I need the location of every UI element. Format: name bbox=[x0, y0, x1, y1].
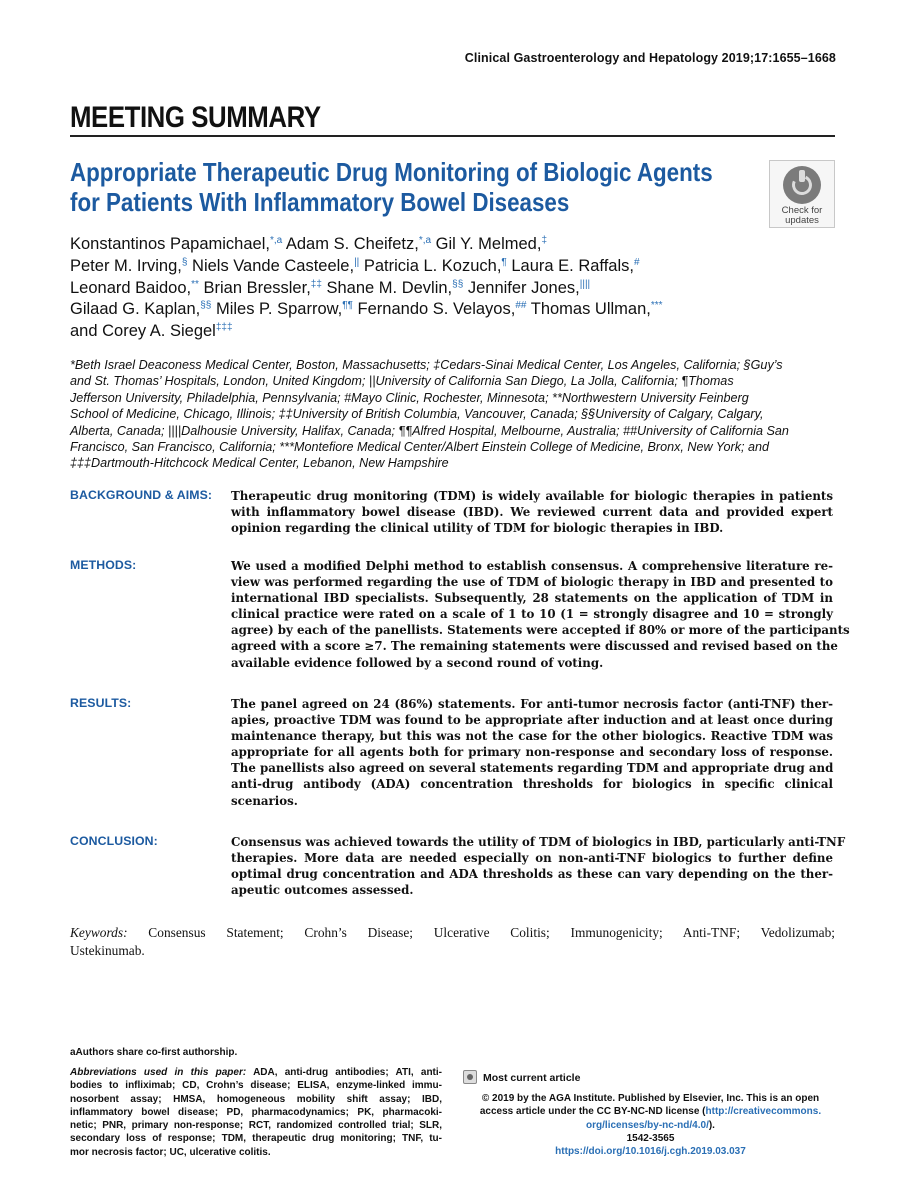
author-name: and Corey A. Siegel bbox=[70, 322, 216, 341]
author-name: Miles P. Sparrow, bbox=[211, 300, 343, 319]
affiliation-marker[interactable]: # bbox=[633, 256, 640, 268]
keywords-line bbox=[70, 924, 835, 942]
author-line bbox=[70, 234, 770, 256]
abstract-text bbox=[231, 488, 833, 536]
affiliation-marker[interactable]: |||| bbox=[579, 278, 591, 290]
affiliation-marker[interactable]: ** bbox=[191, 278, 199, 290]
abstract-line: maintenance therapy, but this was not the case for the other biologics. Reactive TDM was bbox=[231, 729, 833, 744]
affiliation-marker[interactable]: ## bbox=[515, 300, 527, 312]
author-name: Laura E. Raffals, bbox=[506, 256, 634, 275]
issn: 1542-3565 bbox=[626, 1132, 675, 1144]
affiliation-marker[interactable]: § bbox=[181, 256, 188, 268]
abstract-label: RESULTS: bbox=[70, 696, 132, 710]
doi-link[interactable]: https://doi.org/10.1016/j.cgh.2019.03.037 bbox=[555, 1146, 746, 1158]
abstract-line: clinical practice were rated on a scale of 1 to 10 (1 = strongly disagree and 10 = strongly bbox=[231, 607, 833, 622]
abstract-line: international IBD specialists. Subsequently, 28 statements on the application of TDM in bbox=[231, 591, 833, 606]
article-title-line: for Patients With Inflammatory Bowel Diseases bbox=[70, 187, 570, 217]
check-for-updates-label: Check for bbox=[781, 205, 823, 216]
abstract-line: opinion regarding the clinical utility of TDM for biologic therapies in IBD. bbox=[231, 521, 724, 536]
abstract-line: anti-drug antibody (ADA) concentration thresholds for biologics in specific clinical bbox=[231, 777, 833, 792]
author-line bbox=[70, 321, 770, 343]
abstract-label: CONCLUSION: bbox=[70, 834, 158, 848]
author-list bbox=[70, 234, 770, 343]
affiliation-line: Francisco, San Francisco, California; ***Montefiore Medical Center/Albert Einstein College of Medicine, Bronx, New York; and bbox=[70, 440, 770, 455]
abbreviations-line: secondary loss of response; TDM, therapeutic drug monitoring; TNF, tu- bbox=[70, 1133, 442, 1145]
abstract-line: Therapeutic drug monitoring (TDM) is widely available for biologic therapies in patients bbox=[231, 489, 833, 503]
abbreviations-lead: Abbreviations used in this paper: bbox=[70, 1067, 247, 1078]
abbreviations-line: mor necrosis factor; UC, ulcerative colitis. bbox=[70, 1146, 271, 1158]
most-current-label: Most current article bbox=[483, 1072, 581, 1084]
keywords-text: Consensus Statement; Crohn’s Disease; Ulcerative Colitis; Immunogenicity; Anti-TNF; Vedolizumab; bbox=[127, 925, 835, 940]
author-name: Patricia L. Kozuch, bbox=[359, 256, 502, 275]
abbreviations bbox=[70, 1066, 442, 1159]
author-line bbox=[70, 256, 770, 278]
author-name: Thomas Ullman, bbox=[526, 300, 651, 319]
abstract-line: optimal drug concentration and ADA thresholds as these can vary depending on the ther- bbox=[231, 867, 833, 882]
license-text: access article under the CC BY-NC-ND license ( bbox=[479, 1106, 706, 1118]
abstract-line: scenarios. bbox=[231, 793, 298, 808]
license-line: © 2019 by the AGA Institute. Published by Elsevier, Inc. This is an open bbox=[481, 1093, 820, 1104]
abstract-line: agreed with a score ≥7. The remaining statements were discussed and revised based on the bbox=[231, 639, 838, 654]
article-title-line: Appropriate Therapeutic Drug Monitoring of Biologic Agents bbox=[70, 157, 713, 187]
affiliation-marker[interactable]: §§ bbox=[452, 278, 464, 290]
affiliation-marker[interactable]: §§ bbox=[200, 300, 212, 312]
abbreviations-line: inflammatory bowel disease; PD, pharmacodynamics; PK, pharmacoki- bbox=[70, 1106, 442, 1118]
abstract-line: apies, proactive TDM was found to be appropriate after induction and at least once during bbox=[231, 713, 833, 728]
author-name: Gil Y. Melmed, bbox=[431, 235, 542, 253]
affiliation-marker[interactable]: *** bbox=[650, 300, 663, 312]
abstract-line: The panellists also agreed on several statements regarding TDM and appropriate drug and bbox=[231, 761, 834, 776]
abstract-line: therapies. More data are needed especially on non-anti-TNF biologics to further define bbox=[231, 851, 833, 866]
abstract-text bbox=[231, 558, 850, 671]
affiliation-marker[interactable]: ¶¶ bbox=[342, 300, 353, 312]
abbreviations-line bbox=[70, 1066, 442, 1079]
author-name: Shane M. Devlin, bbox=[321, 278, 453, 297]
author-line bbox=[70, 299, 770, 321]
abstract-label: METHODS: bbox=[70, 558, 137, 572]
license-line bbox=[463, 1119, 838, 1132]
abstract-line: Consensus was achieved towards the utility of TDM of biologics in IBD, particularly anti-TNF bbox=[231, 835, 846, 849]
license-link[interactable]: http://creativecommons. bbox=[705, 1106, 822, 1118]
abbreviations-line: bodies to infliximab; CD, Crohn’s disease; ELISA, enzyme-linked immu- bbox=[70, 1080, 442, 1092]
license-text: ). bbox=[708, 1119, 715, 1131]
section-heading: MEETING SUMMARY bbox=[70, 101, 321, 134]
check-for-updates-label: updates bbox=[785, 215, 819, 226]
affiliation-marker[interactable]: *,a bbox=[418, 235, 432, 246]
author-line bbox=[70, 278, 770, 300]
author-name: Jennifer Jones, bbox=[463, 278, 580, 297]
abstract-line: The panel agreed on 24 (86%) statements. For anti-tumor necrosis factor (anti-TNF) ther- bbox=[231, 697, 833, 711]
affiliation-line: Alberta, Canada; ||||Dalhousie University, Halifax, Canada; ¶¶Alfred Hospital, Melbourne, Australia; ##University of California San bbox=[70, 423, 789, 438]
affiliation-marker[interactable]: ‡‡ bbox=[310, 278, 322, 290]
affiliation-line: School of Medicine, Chicago, Illinois; ‡‡University of British Columbia, Vancouver, Canada; §§University of Calgary, Calgary, bbox=[70, 407, 764, 422]
heading-divider bbox=[70, 135, 835, 137]
most-current-article[interactable] bbox=[463, 1070, 580, 1084]
keywords-label: Keywords: bbox=[70, 925, 128, 940]
license-block bbox=[463, 1092, 838, 1158]
journal-reference: Clinical Gastroenterology and Hepatology 2019;17:1655–1668 bbox=[464, 51, 836, 65]
abstract-text bbox=[231, 696, 833, 809]
affiliation-marker[interactable]: ‡ bbox=[541, 235, 548, 246]
affiliation-marker[interactable]: ¶ bbox=[501, 256, 507, 268]
author-name: Gilaad G. Kaplan, bbox=[70, 300, 201, 319]
affiliation-line: ‡‡‡Dartmouth-Hitchcock Medical Center, Lebanon, New Hampshire bbox=[70, 456, 449, 471]
abstract-label: BACKGROUND & AIMS: bbox=[70, 488, 213, 502]
author-name: Adam S. Cheifetz, bbox=[282, 235, 419, 253]
author-name: Fernando S. Velayos, bbox=[352, 300, 516, 319]
abstract-line: view was performed regarding the use of TDM of biologic therapy in IBD and presented to bbox=[231, 575, 833, 590]
affiliation-marker[interactable]: *,a bbox=[269, 235, 283, 246]
license-link[interactable]: org/licenses/by-nc-nd/4.0/ bbox=[586, 1119, 709, 1131]
keywords-line: Ustekinumab. bbox=[70, 943, 145, 958]
co-first-authorship-note: aAuthors share co-first authorship. bbox=[70, 1047, 238, 1058]
article-title bbox=[70, 157, 713, 217]
abbreviations-text: ADA, anti-drug antibodies; ATI, anti- bbox=[246, 1067, 443, 1078]
affiliation-line: Jefferson University, Philadelphia, Pennsylvania; #Mayo Clinic, Rochester, Minnesota; **Northwestern University Feinberg bbox=[70, 390, 749, 405]
affiliation-line: and St. Thomas’ Hospitals, London, United Kingdom; ||University of California San Diego, La Jolla, California; ¶Thomas bbox=[70, 374, 734, 389]
abbreviations-line: netic; PNR, primary non-response; RCT, randomized controlled trial; SLR, bbox=[70, 1120, 442, 1132]
affiliation-marker[interactable]: ‡‡‡ bbox=[215, 322, 233, 334]
keywords bbox=[70, 924, 835, 960]
abstract-line: We used a modified Delphi method to establish consensus. A comprehensive literature re- bbox=[231, 559, 833, 573]
affiliations bbox=[70, 357, 838, 472]
author-name: Leonard Baidoo, bbox=[70, 278, 192, 297]
abstract-line: available evidence followed by a second round of voting. bbox=[231, 655, 604, 670]
author-name: Peter M. Irving, bbox=[70, 256, 182, 275]
affiliation-marker[interactable]: || bbox=[354, 256, 360, 268]
abstract-line: appropriate for all agents both for primary non-response and secondary loss of response. bbox=[231, 745, 833, 760]
abbreviations-line: nosorbent assay; HMSA, homogeneous mobility shift assay; IBD, bbox=[70, 1093, 442, 1105]
abstract-line: apeutic outcomes assessed. bbox=[231, 883, 414, 898]
check-for-updates-badge[interactable] bbox=[769, 160, 835, 228]
author-name: Brian Bressler, bbox=[198, 278, 311, 297]
license-line bbox=[463, 1105, 838, 1118]
author-name: Niels Vande Casteele, bbox=[187, 256, 355, 275]
most-current-icon bbox=[463, 1070, 477, 1084]
author-name: Konstantinos Papamichael, bbox=[70, 235, 270, 253]
abstract-line: agree) by each of the panellists. Statements were accepted if 80% or more of the participants bbox=[231, 623, 850, 638]
check-for-updates-icon bbox=[783, 166, 821, 204]
abstract-line: with inflammatory bowel disease (IBD). We reviewed current data and provided expert bbox=[231, 505, 833, 520]
affiliation-line: *Beth Israel Deaconess Medical Center, Boston, Massachusetts; ‡Cedars-Sinai Medical Center, Los Angeles, California; §Guy’s bbox=[70, 358, 783, 372]
abstract-text bbox=[231, 834, 846, 898]
